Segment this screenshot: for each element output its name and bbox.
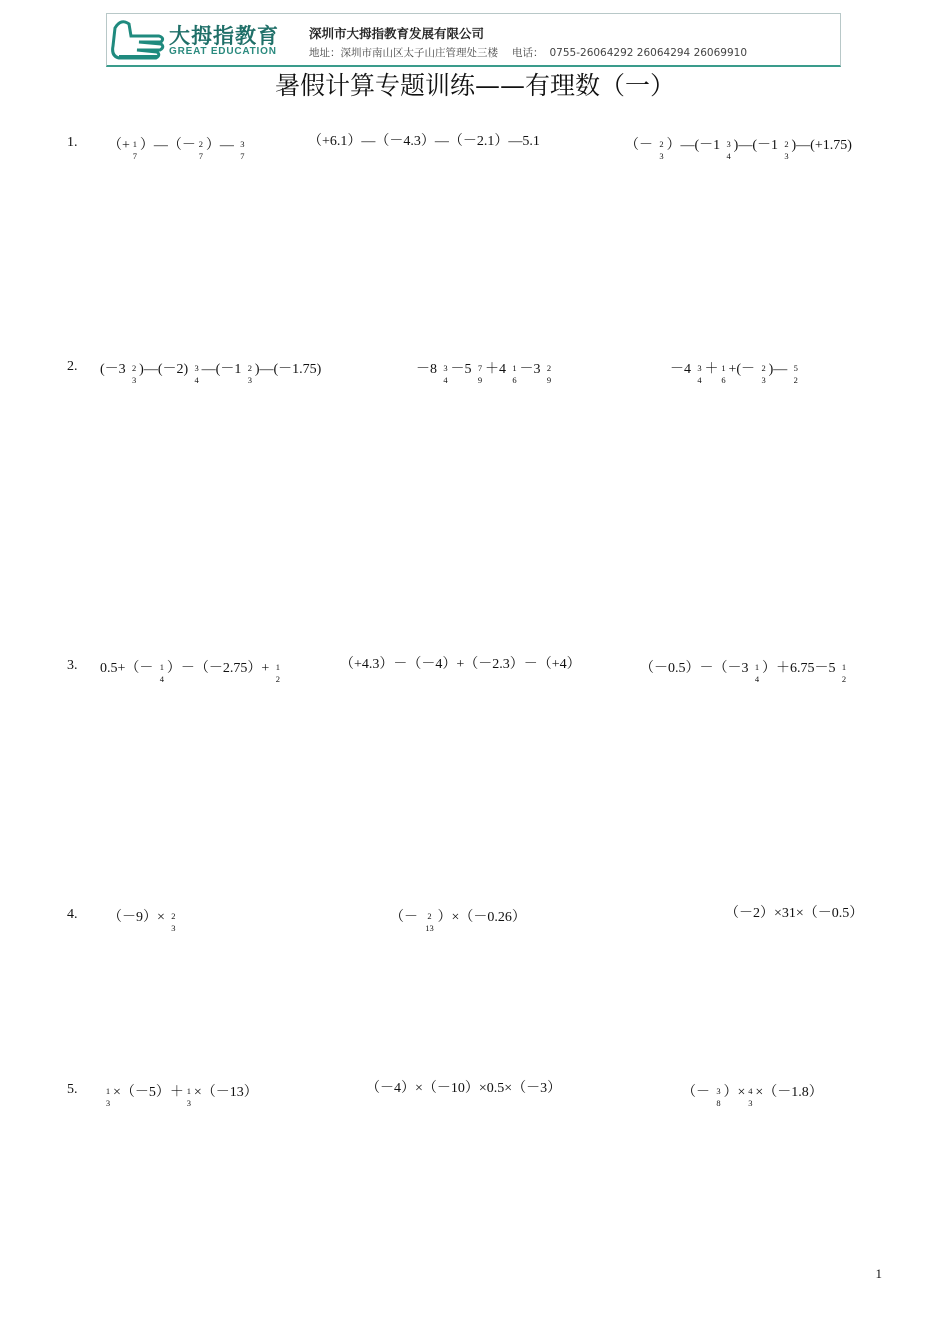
fraction-denominator: 8 (716, 1098, 721, 1108)
expression (108, 907, 178, 933)
expression-text: （－2）×31×（－0.5） (725, 906, 864, 921)
fraction-denominator: 4 (697, 375, 702, 385)
expression-text: （－0.5）－（－3 (640, 661, 752, 676)
fraction (725, 135, 733, 161)
fraction-numerator: 2 (247, 363, 252, 373)
logo-english-text: GREAT EDUCATION (169, 46, 277, 57)
fraction-denominator: 7 (240, 151, 245, 161)
fraction-numerator: 2 (659, 139, 664, 149)
fraction-denominator: 3 (171, 923, 176, 933)
expression (308, 135, 540, 149)
fraction-denominator: 7 (132, 151, 138, 161)
fraction-numerator: 1 (841, 662, 847, 672)
expression (100, 359, 322, 385)
fraction-numerator: 3 (716, 1086, 721, 1096)
expression-text: －8 (416, 362, 441, 377)
fraction-denominator: 6 (721, 375, 726, 385)
expression-text: ）—（－ (139, 138, 196, 153)
fraction-numerator: 1 (275, 662, 280, 672)
fraction-numerator: 2 (761, 363, 766, 373)
fraction (476, 359, 484, 385)
fraction-numerator: 4 (748, 1086, 753, 1096)
expression (103, 1082, 258, 1108)
expression-text: ）－（－2.75）+ (166, 661, 273, 676)
tel-label: 电话： (512, 47, 544, 59)
expression (640, 658, 849, 684)
fraction-denominator: 3 (247, 375, 252, 385)
fraction-denominator: 3 (659, 151, 664, 161)
fraction-denominator: 4 (443, 375, 448, 385)
problem-number: 1. (67, 135, 78, 150)
expression-text: ）—(－1 (666, 138, 724, 153)
fraction-numerator: 1 (159, 662, 165, 672)
fraction (746, 1082, 754, 1108)
fraction-numerator: 2 (132, 363, 137, 373)
expression-text: ）＋6.75－5 (762, 661, 839, 676)
fraction (274, 658, 282, 684)
fraction (720, 359, 728, 385)
fraction-numerator: 3 (697, 363, 702, 373)
problem-number: 3. (67, 658, 78, 673)
fraction-denominator: 6 (512, 375, 517, 385)
expression-text: )—(－1.75) (254, 362, 322, 377)
expression (625, 135, 852, 161)
expression (366, 1082, 561, 1096)
fraction-denominator: 9 (546, 375, 552, 385)
company-name: 深圳市大拇指教育发展有限公司 (309, 26, 485, 41)
expression-text: ×（－5）＋ (113, 1085, 184, 1100)
fraction (238, 135, 246, 161)
fraction (185, 1082, 193, 1108)
fraction-denominator: 4 (194, 375, 199, 385)
expression (725, 907, 863, 921)
expression-text: （+6.1）—（－4.3）—（－2.1）—5.1 (308, 134, 540, 149)
fraction-numerator: 2 (784, 139, 789, 149)
expression (416, 359, 554, 385)
expression-text: ）— (205, 138, 238, 153)
fraction (131, 135, 139, 161)
expression-text: －5 (450, 362, 475, 377)
fraction-numerator: 2 (198, 139, 204, 149)
fraction (792, 359, 800, 385)
expression-text: （－9）× (108, 910, 169, 925)
problem-number: 4. (67, 907, 78, 922)
fraction-denominator: 13 (425, 923, 434, 933)
expression-text: (－3 (100, 362, 130, 377)
address: 地址：深圳市南山区太子山庄管理处三楼 (309, 47, 498, 59)
expression-text: （－ (682, 1085, 714, 1100)
page-number: 1 (875, 1266, 882, 1281)
fraction-numerator: 2 (171, 911, 176, 921)
fraction-numerator: 1 (512, 363, 517, 373)
fraction-numerator: 7 (477, 363, 483, 373)
fraction-numerator: 2 (546, 363, 552, 373)
fraction-numerator: 3 (194, 363, 199, 373)
fraction-numerator: 1 (186, 1086, 192, 1096)
fraction-denominator: 2 (793, 375, 798, 385)
fraction (511, 359, 519, 385)
fraction (193, 359, 201, 385)
fraction-numerator: 3 (443, 363, 448, 373)
fraction-denominator: 2 (275, 674, 280, 684)
fraction (130, 359, 138, 385)
expression-text: ×（－13） (193, 1085, 258, 1100)
fraction-numerator: 1 (721, 363, 726, 373)
fraction-denominator: 4 (159, 674, 165, 684)
expression (670, 359, 801, 385)
expression-text: )—(－2) (139, 362, 192, 377)
expression-text: —(－1 (201, 362, 245, 377)
fraction-denominator: 3 (105, 1098, 111, 1108)
problem-number: 5. (67, 1082, 78, 1097)
expression-text: 0.5+（－ (100, 661, 157, 676)
fraction-denominator: 4 (754, 674, 760, 684)
expression-text: ）× (723, 1085, 746, 1100)
fraction (423, 907, 437, 933)
fraction (545, 359, 553, 385)
expression (340, 658, 581, 672)
fraction-denominator: 3 (132, 375, 137, 385)
expression-text: （+ (108, 138, 130, 153)
fraction-numerator: 2 (427, 911, 432, 921)
worksheet-title: 暑假计算专题训练——有理数（一） (274, 71, 675, 100)
fraction-numerator: 1 (132, 139, 138, 149)
fraction (753, 658, 761, 684)
fraction (158, 658, 166, 684)
fraction-numerator: 3 (240, 139, 245, 149)
fraction-numerator: 1 (754, 662, 760, 672)
fraction-denominator: 2 (841, 674, 847, 684)
expression (100, 658, 283, 684)
expression-text: －3 (519, 362, 544, 377)
fraction-denominator: 3 (748, 1098, 753, 1108)
expression-text: ）×（－0.26） (437, 910, 526, 925)
telephone: 0755-26064292 26064294 26069910 (549, 47, 748, 59)
fraction-numerator: 1 (105, 1086, 111, 1096)
expression-text: －4 (670, 362, 695, 377)
fraction (715, 1082, 723, 1108)
expression-text: ＋4 (485, 362, 510, 377)
fraction-denominator: 3 (784, 151, 789, 161)
expression-text: )— (768, 362, 791, 377)
fraction (197, 135, 205, 161)
fraction-numerator: 3 (726, 139, 731, 149)
expression (682, 1082, 823, 1108)
fraction (658, 135, 666, 161)
expression (390, 907, 526, 933)
expression-text: （－ (390, 910, 422, 925)
fraction-denominator: 9 (477, 375, 483, 385)
fraction (696, 359, 704, 385)
expression-text: )—(－1 (733, 138, 782, 153)
fraction-denominator: 7 (198, 151, 204, 161)
fraction-denominator: 3 (761, 375, 766, 385)
expression-text: ＋ (704, 362, 719, 377)
fraction-denominator: 3 (186, 1098, 192, 1108)
expression-text: （+4.3）－（－4）+（－2.3）－（+4） (340, 657, 581, 672)
expression-text: ×（－1.8） (755, 1085, 823, 1100)
expression-text: （－4）×（－10）×0.5×（－3） (366, 1081, 562, 1096)
contact-line (309, 45, 747, 60)
logo-chinese-text: 大拇指教育 (169, 24, 279, 48)
expression-text: （－ (625, 138, 657, 153)
fraction (840, 658, 848, 684)
fraction-numerator: 5 (793, 363, 798, 373)
fraction (442, 359, 450, 385)
fraction (760, 359, 768, 385)
problem-number: 2. (67, 359, 78, 374)
fraction (169, 907, 177, 933)
expression (108, 135, 247, 161)
fraction (246, 359, 254, 385)
fraction-denominator: 4 (726, 151, 731, 161)
fraction (104, 1082, 112, 1108)
expression-text: )—(+1.75) (791, 138, 852, 153)
fraction (783, 135, 791, 161)
expression-text: +(－ (728, 362, 759, 377)
letterhead (106, 13, 841, 67)
